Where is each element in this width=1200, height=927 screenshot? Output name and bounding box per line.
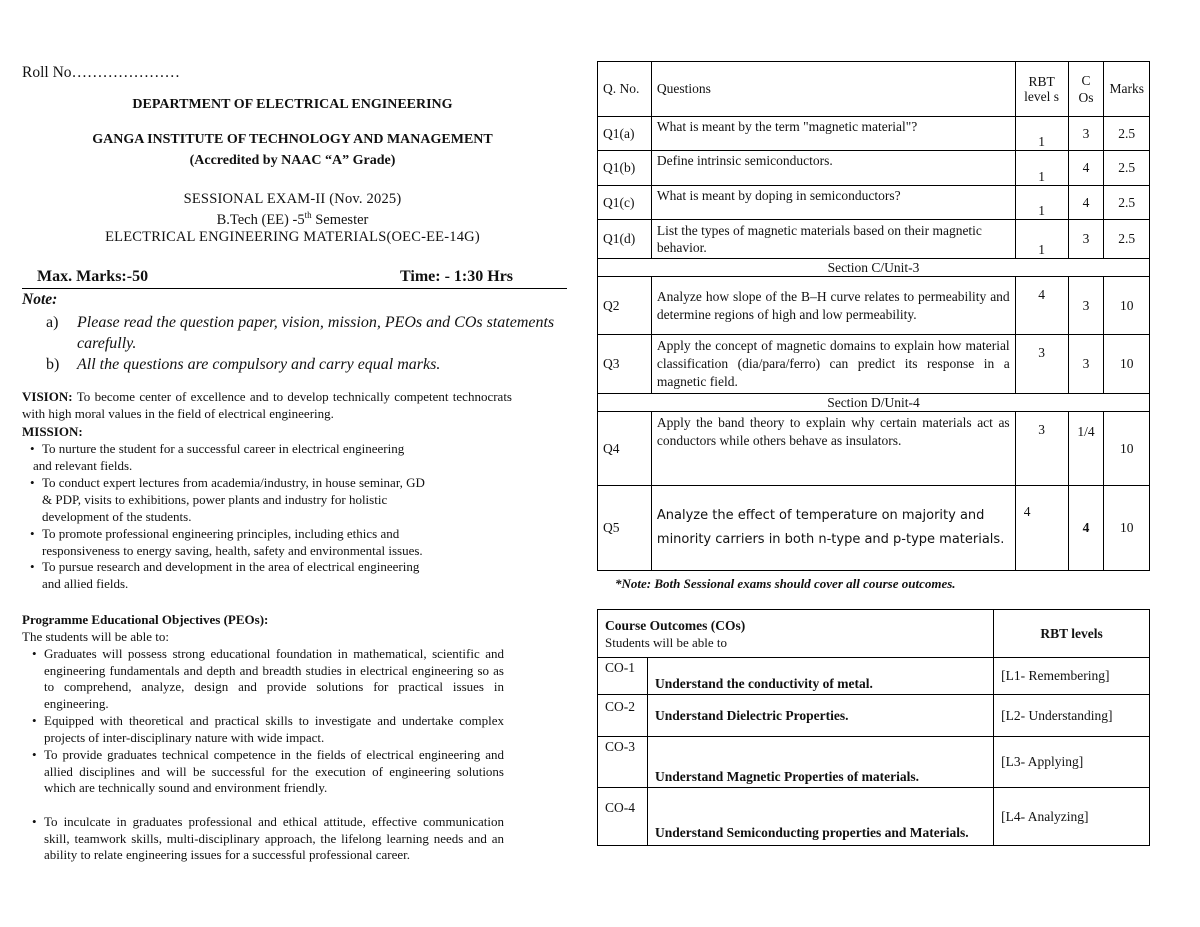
peo-text: Equipped with theoretical and practical skills to investigate and undertake complex projects of inter-disciplinary nature with wide impact. <box>44 713 504 745</box>
table-header-row <box>598 62 1150 117</box>
table-row <box>598 151 1150 186</box>
co-cell: 4 <box>1068 186 1104 220</box>
co-row <box>598 788 1150 846</box>
rbt-cell: 3 <box>1015 335 1068 394</box>
marks-cell: 2.5 <box>1104 151 1150 186</box>
section-row <box>598 259 1150 277</box>
mission-heading: MISSION: <box>22 424 83 439</box>
accreditation: (Accredited by NAAC “A” Grade) <box>189 153 396 168</box>
table-row <box>598 335 1150 394</box>
course-outcomes-table <box>597 609 1150 846</box>
marks-time-row <box>22 268 567 289</box>
co-rbt: [L1- Remembering] <box>994 658 1150 695</box>
note-text: Please read the question paper, vision, mission, PEOs and COs statements carefully. <box>77 314 555 352</box>
co-rbt: [L3- Applying] <box>994 737 1150 788</box>
question-cell: Apply the concept of magnetic domains to explain how material classification (dia/para/ferro) can predict its response in a magnetic field. <box>651 335 1015 394</box>
peo-item: • To inculcate in graduates professional and ethical attitude, effective communication skill, teamwork skills, multi-disciplinary approach, the lifelong learning needs and an ability to relate engineering issues for a successful professional career. <box>32 814 504 863</box>
rbt-cell: 3 <box>1015 412 1068 486</box>
marks-cell: 10 <box>1104 412 1150 486</box>
mission-line: & PDP, visits to exhibitions, power plants and industry for holistic <box>42 492 388 507</box>
note-text: All the questions are compulsory and carry equal marks. <box>77 356 441 373</box>
marks-cell: 10 <box>1104 486 1150 571</box>
program-prefix: B.Tech (EE) -5 <box>216 211 305 228</box>
mission-text: To conduct expert lectures from academia/industry, in house seminar, GD <box>42 475 425 490</box>
program-suffix: Semester <box>311 211 369 228</box>
section-d-label: Section D/Unit-4 <box>598 394 1150 412</box>
exam-session: SESSIONAL EXAM-II (Nov. 2025) <box>183 191 402 207</box>
marks-cell: 2.5 <box>1104 117 1150 151</box>
mission-line: responsiveness to energy saving, health, safety and environmental issues. <box>42 543 423 558</box>
roll-number-field: Roll No………………… <box>22 64 181 81</box>
co-rbt: [L4- Analyzing] <box>994 788 1150 846</box>
co-id: CO-4 <box>598 788 648 846</box>
marks-cell: 10 <box>1104 277 1150 335</box>
table-row <box>598 117 1150 151</box>
co-text: Understand Magnetic Properties of materials. <box>647 737 993 788</box>
qno-cell: Q3 <box>598 335 652 394</box>
table-row <box>598 186 1150 220</box>
rbt-cell: 1 <box>1015 220 1068 259</box>
co-text: Understand Dielectric Properties. <box>647 695 993 737</box>
qno-cell: Q1(b) <box>598 151 652 186</box>
peo-text: To inculcate in graduates professional and ethical attitude, effective communication skill, teamwork skills, multi-disciplinary approach, the lifelong learning needs and an ability to relate engineering issues for a successful professional career. <box>44 814 504 863</box>
peo-intro: The students will be able to: <box>22 629 169 644</box>
peo-heading: Programme Educational Objectives (PEOs): <box>22 612 269 627</box>
rbt-cell: 4 <box>1015 277 1068 335</box>
co-cell: 4 <box>1068 151 1104 186</box>
question-table <box>597 61 1150 571</box>
mission-line: and relevant fields. <box>33 458 133 473</box>
marks-cell: 2.5 <box>1104 186 1150 220</box>
rbt-cell: 1 <box>1015 117 1068 151</box>
subject-title: ELECTRICAL ENGINEERING MATERIALS(OEC-EE-14G) <box>105 229 480 245</box>
qno-cell: Q1(c) <box>598 186 652 220</box>
co-header-row <box>598 610 1150 658</box>
co-row <box>598 737 1150 788</box>
question-cell: Apply the band theory to explain why certain materials act as conductors while others behave as insulators. <box>651 412 1015 486</box>
vision-statement <box>22 389 512 422</box>
question-cell: Analyze the effect of temperature on majority and minority carriers in both n-type and p-type materials. <box>651 486 1015 571</box>
qno-cell: Q1(d) <box>598 220 652 259</box>
section-c-label: Section C/Unit-3 <box>598 259 1150 277</box>
co-cell: 3 <box>1068 335 1104 394</box>
header-qno: Q. No. <box>598 62 652 117</box>
question-cell: What is meant by the term "magnetic material"? <box>651 117 1015 151</box>
rbt-levels-header: RBT levels <box>994 610 1150 658</box>
co-id: CO-2 <box>598 695 648 737</box>
section-row <box>598 394 1150 412</box>
co-cell: 3 <box>1068 220 1104 259</box>
mission-line: development of the students. <box>42 509 192 524</box>
table-row <box>598 486 1150 571</box>
exam-time: Time: - 1:30 Hrs <box>400 268 514 285</box>
note-item <box>46 312 555 354</box>
co-text: Understand the conductivity of metal. <box>647 658 993 695</box>
header-cos: C Os <box>1068 62 1104 117</box>
rbt-cell: 1 <box>1015 186 1068 220</box>
co-row <box>598 658 1150 695</box>
peo-text: To provide graduates technical competence in the fields of electrical engineering and allied disciplines and will be successful for the execution of engineering solutions which are technically sound and environment friendly. <box>44 747 504 796</box>
peo-item: • To provide graduates technical competence in the fields of electrical engineering and allied disciplines and will be successful for the execution of engineering solutions which are technically sound and environment friendly. <box>32 747 504 796</box>
footnote: *Note: Both Sessional exams should cover all course outcomes. <box>615 576 956 591</box>
co-cell: 3 <box>1068 277 1104 335</box>
table-row <box>598 412 1150 486</box>
co-id: CO-1 <box>598 658 648 695</box>
note-label: a) <box>46 314 59 331</box>
mission-text: To promote professional engineering principles, including ethics and <box>42 526 400 541</box>
institute-name: GANGA INSTITUTE OF TECHNOLOGY AND MANAGEMENT <box>92 132 493 147</box>
header-marks: Marks <box>1104 62 1150 117</box>
marks-cell: 10 <box>1104 335 1150 394</box>
question-cell: List the types of magnetic materials based on their magnetic behavior. <box>651 220 1015 259</box>
mission-line: and allied fields. <box>42 576 129 591</box>
question-cell: What is meant by doping in semiconductors? <box>651 186 1015 220</box>
vision-text: To become center of excellence and to develop technically competent technocrats with high moral values in the field of electrical engineering. <box>22 389 512 421</box>
co-id: CO-3 <box>598 737 648 788</box>
qno-cell: Q1(a) <box>598 117 652 151</box>
question-cell: Define intrinsic semiconductors. <box>651 151 1015 186</box>
program-semester <box>20 210 565 229</box>
qno-cell: Q2 <box>598 277 652 335</box>
co-rbt: [L2- Understanding] <box>994 695 1150 737</box>
note-label: b) <box>46 356 60 373</box>
department-title: DEPARTMENT OF ELECTRICAL ENGINEERING <box>132 97 453 112</box>
header-rbt: RBT level s <box>1015 62 1068 117</box>
note-heading: Note: <box>22 291 58 308</box>
program-sup: th <box>304 210 312 220</box>
question-cell: Analyze how slope of the B–H curve relates to permeability and determine regions of high and low permeability. <box>651 277 1015 335</box>
mission-text: To nurture the student for a successful career in electrical engineering <box>42 441 405 456</box>
qno-cell: Q4 <box>598 412 652 486</box>
vision-label: VISION: <box>22 389 73 404</box>
table-row <box>598 277 1150 335</box>
co-row <box>598 695 1150 737</box>
mission-text: To pursue research and development in the area of electrical engineering <box>42 559 420 574</box>
max-marks: Max. Marks:-50 <box>37 268 149 285</box>
marks-cell: 2.5 <box>1104 220 1150 259</box>
rbt-cell: 4 <box>1015 486 1068 571</box>
co-text: Understand Semiconducting properties and Materials. <box>647 788 993 846</box>
table-row <box>598 220 1150 259</box>
co-title-cell <box>598 610 994 658</box>
peo-item: • Graduates will possess strong educational foundation in mathematical, scientific and engineering fundamentals and depth and breadth studies in electrical engineering so as to comprehend, analyze, design and provide solutions for practical issues in engineering. <box>32 646 504 711</box>
rbt-cell: 1 <box>1015 151 1068 186</box>
header-questions: Questions <box>651 62 1015 117</box>
peo-text: Graduates will possess strong educational foundation in mathematical, scientific and engineering fundamentals and depth and breadth studies in electrical engineering so as to comprehend, analyze, design and provide solutions for practical issues in engineering. <box>44 646 504 711</box>
qno-cell: Q5 <box>598 486 652 571</box>
co-cell: 4 <box>1068 486 1104 571</box>
co-subtitle: Students will be able to <box>605 634 728 650</box>
peo-item: • Equipped with theoretical and practical skills to investigate and undertake complex projects of inter-disciplinary nature with wide impact. <box>32 713 504 745</box>
co-cell: 3 <box>1068 117 1104 151</box>
co-title: Course Outcomes (COs) <box>605 617 746 633</box>
co-cell: 1/4 <box>1068 412 1104 486</box>
